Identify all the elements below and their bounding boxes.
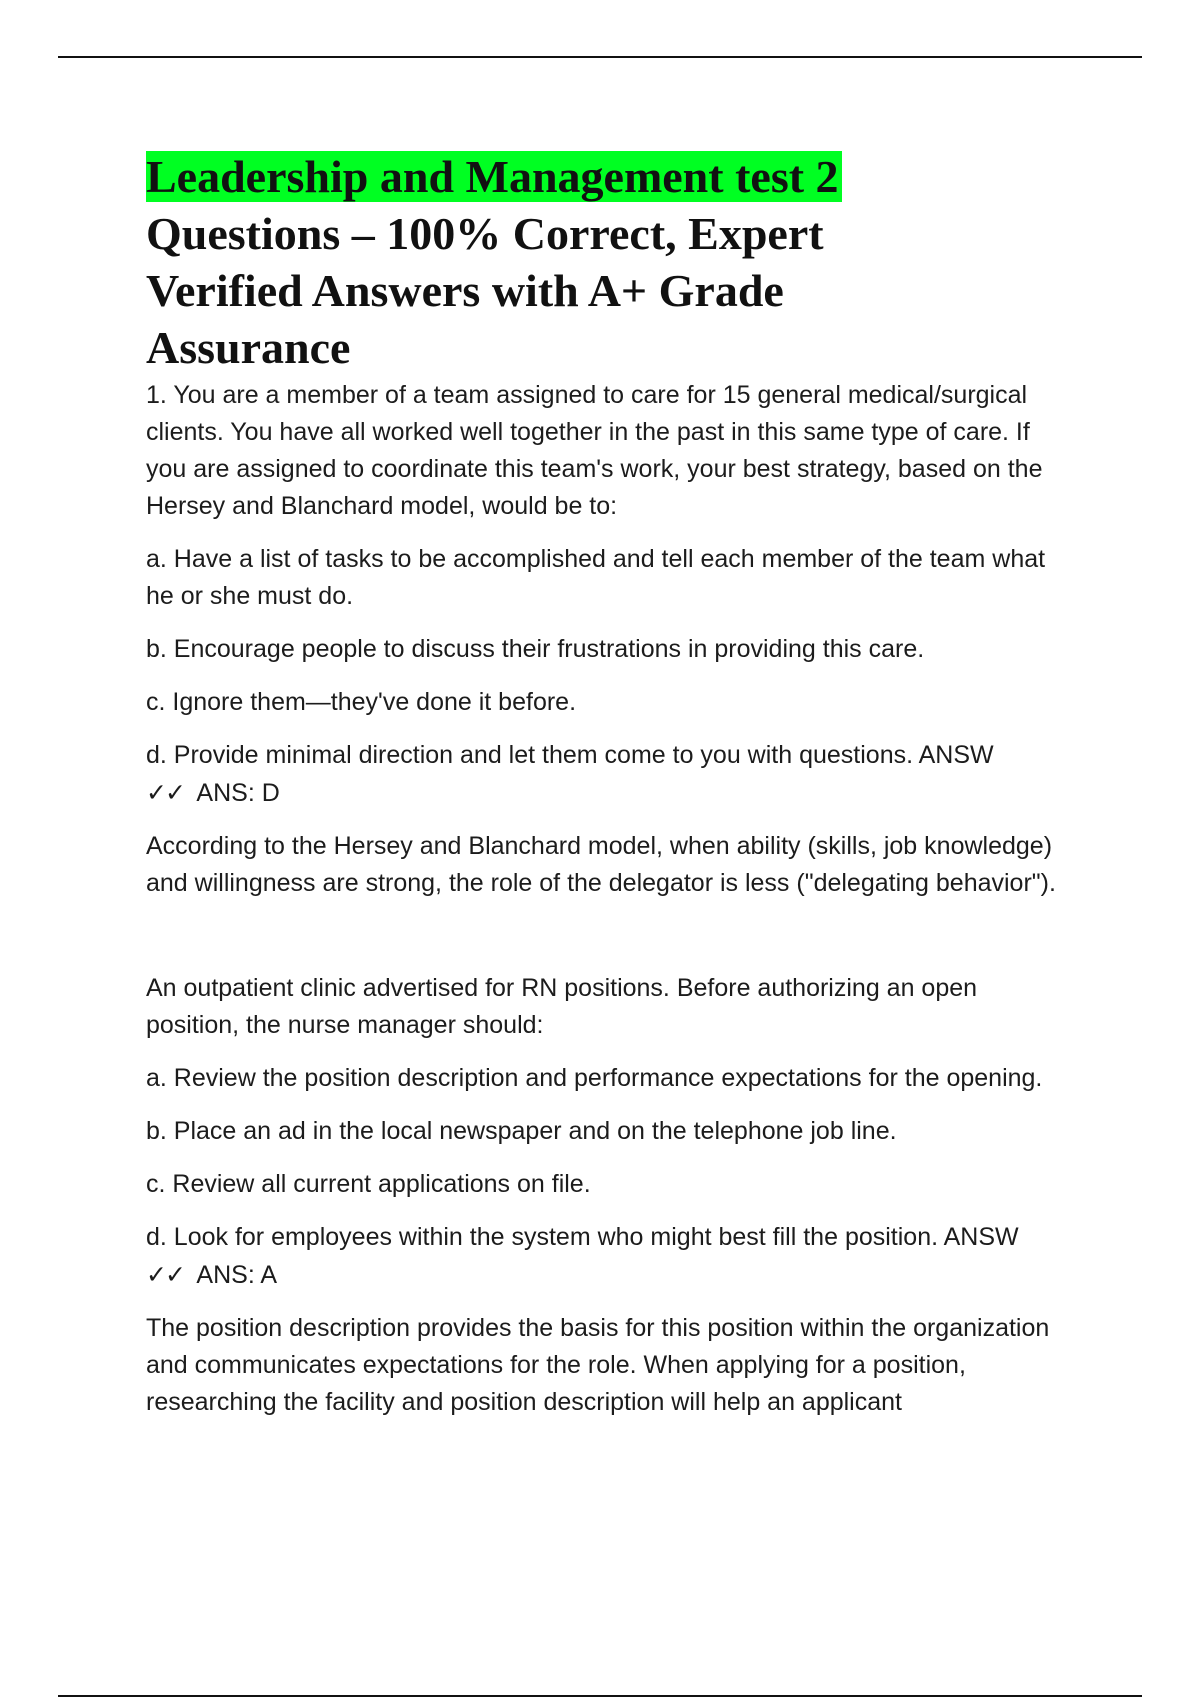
- question-2-option-d-text: d. Look for employees within the system who might best fill the position. ANSW: [146, 1223, 1019, 1251]
- document-body: [146, 148, 1066, 1437]
- section-spacer: [146, 918, 1066, 970]
- footer-rule: [58, 1695, 1142, 1697]
- checkmark-icon: ✓✓: [146, 778, 184, 807]
- question-1-option-d: [146, 737, 1066, 812]
- document-title: [146, 148, 906, 376]
- question-1-rationale: According to the Hersey and Blanchard model, when ability (skills, job knowledge) and willingness are strong, the role of the delegator is less ("delegating behavior").: [146, 832, 1056, 897]
- question-1-option-c: c. Ignore them—they've done it before.: [146, 688, 577, 716]
- question-2-rationale: The position description provides the basis for this position within the organization and communicates expectations for the role. When applying for a position, researching the facility and position description will help an applicant: [146, 1314, 1050, 1416]
- header-rule: [58, 56, 1142, 58]
- title-rest: Questions – 100% Correct, Expert Verified Answers with A+ Grade Assurance: [146, 208, 824, 373]
- question-2-option-a: a. Review the position description and performance expectations for the opening.: [146, 1064, 1043, 1092]
- question-1-option-d-text: d. Provide minimal direction and let them come to you with questions. ANSW: [146, 741, 994, 769]
- question-1-option-b: b. Encourage people to discuss their frustrations in providing this care.: [146, 635, 925, 663]
- question-2-option-d: [146, 1219, 1066, 1294]
- question-2-option-b: b. Place an ad in the local newspaper and on the telephone job line.: [146, 1117, 897, 1145]
- question-1-option-a: a. Have a list of tasks to be accomplished and tell each member of the team what he or she must do.: [146, 545, 1046, 610]
- question-1-stem: 1. You are a member of a team assigned to care for 15 general medical/surgical clients. You have all worked well together in the past in this same type of care. If you are assigned to coordinate this team's work, your best strategy, based on the Hersey and Blanchard model, would be to:: [146, 381, 1043, 520]
- question-1-answer: ANS: D: [196, 779, 280, 807]
- title-highlighted: Leadership and Management test 2: [146, 151, 842, 202]
- question-2-option-c: c. Review all current applications on file.: [146, 1170, 591, 1198]
- checkmark-icon: ✓✓: [146, 1260, 184, 1289]
- question-2-answer: ANS: A: [196, 1261, 278, 1289]
- question-2-stem: An outpatient clinic advertised for RN positions. Before authorizing an open position, the nurse manager should:: [146, 974, 978, 1039]
